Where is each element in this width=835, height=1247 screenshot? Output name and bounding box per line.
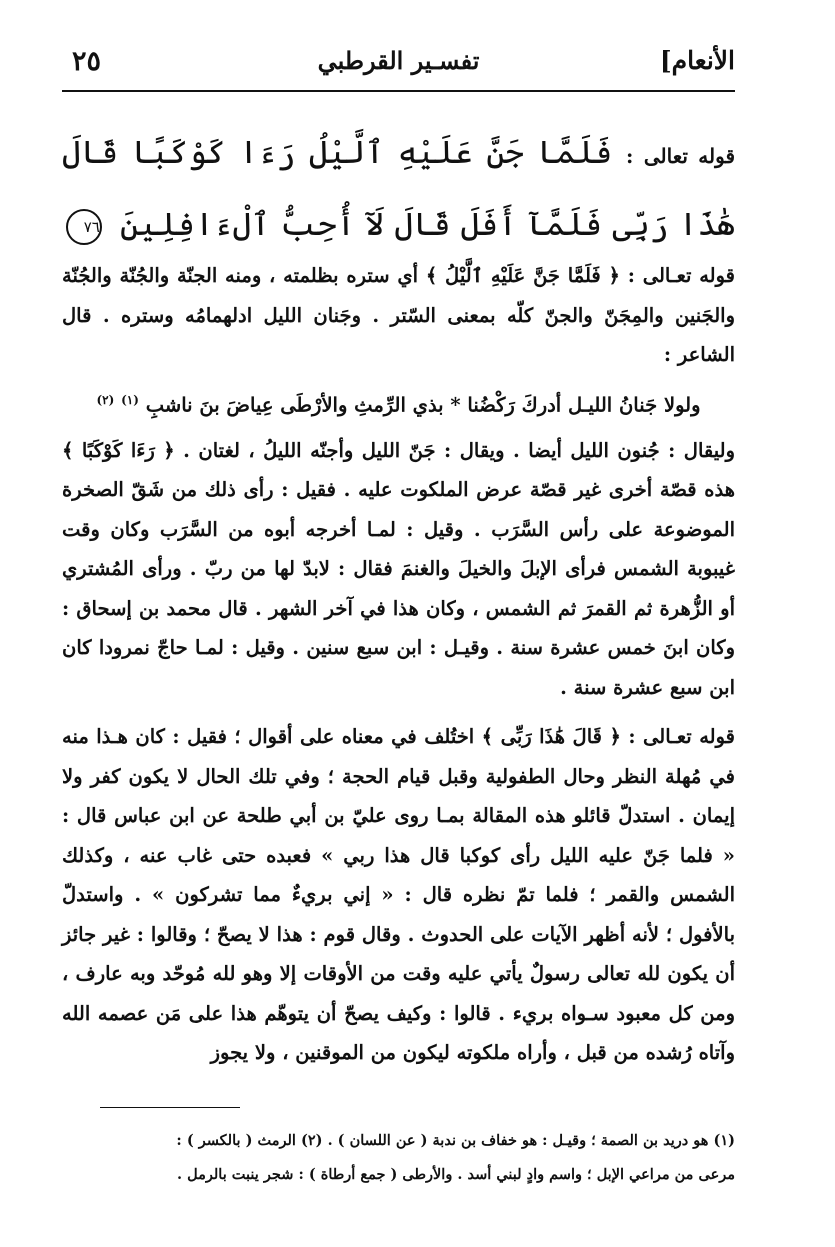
commentary-paragraph: قوله تعـالى : ﴿ قَالَ هَٰذَا رَبِّى ﴾ اختُلف في معناه على أقوال ؛ فقيل : كان هـذا منه في مُهلة النظر وحال الطفولية وقبل قيام الحجة ؛ وفي تلك الحال لا يكون كفر ولا إيمان . استدلّ قائلو هذه المقالة بمـا روى عليّ بن أبي طلحة عن ابن عباس قال : « فلما جَنّ عليه الليل رأى كوكبا قال هذا ربي » فعبده حتى غاب عنه ، وكذلك الشمس والقمر ؛ فلما تمّ نظره قال : « إني بريءٌ مما تشركون » . واستدلّ بالأفول ؛ لأنه أظهر الآيات على الحدوث . وقال قوم : هذا لا يصحّ ؛ وقالوا : غير جائز أن يكون لله تعالى رسولٌ يأتي عليه وقت من الأوقات إلا وهو لله مُوحّد وبه عارف ، ومن كل معبود سـواه بريء . قالوا : وكيف يصحّ أن يتوهّم هذا على مَن عصمه الله وآتاه رُشده من قبل ، وأراه ملكوته ليكون من الموقنين ، ولا يجوز <box>62 725 735 1064</box>
footnote-line: مرعى من مراعي الإبل ؛ واسم وادٍ لبني أسد . والأرطى ( جمع أرطاة ) : شجر ينبت بالرمل . <box>177 1166 735 1183</box>
page-number: ٢٥ <box>72 46 102 77</box>
verse-lead: قوله تعالى : <box>626 144 736 168</box>
footnotes <box>62 1124 735 1192</box>
commentary-paragraph: وليقال : جُنون الليل أيضا . ويقال : جَنّ الليل وأجنّه الليلُ ، لغتان . ﴿ رَءَا كَوْكَبًا ﴾ هذه قصّة أخرى غير قصّة عرض الملكوت عليه . فقيل : رأى ذلك من شَقّ الصخرة الموضوعة على رأس السَّرَب . وقيل : لمـا أخرجه أبوه من السَّرَب وكان وقت غيبوبة الشمس فرأى الإبلَ والخيلَ والغنمَ فقال : لابدّ لها من ربّ . ورأى المُشتري أو الزُّهرة ثم القمرَ ثم الشمس ، وكان هذا في آخر الشهر . قال محمد بن إسحاق : وكان ابنَ خمس عشرة سنة . وقيـل : ابن سبع سنين . وقيل : لمـا حاجّ نمرودا كان ابن سبع عشرة سنة . <box>62 438 735 699</box>
footnote-marker-1: (١) <box>121 392 139 407</box>
footnote-divider <box>100 1107 240 1108</box>
poem-separator: * <box>450 393 461 416</box>
poem-hemistich-1: ولولا جَنانُ الليـل أدركَ رَكْضُنا <box>467 393 701 416</box>
commentary-paragraph: قوله تعـالى : ﴿ فَلَمَّا جَنَّ عَلَيْهِ ٱلَّيْلُ ﴾ أي ستره بظلمته ، ومنه الجنّة والجُنّة والجُنّة والجَنين والمِجَنّ والجنّ كلّه بمعنى السّتر . وجَنان الليل ادلهمامُه وستره . قال الشاعر : <box>62 264 735 366</box>
book-title: تفسـير القرطبي <box>317 46 480 75</box>
footnote-line: (١) هو دريد بن الصمة ؛ وقيـل : هو خفاف بن ندبة ( عن اللسان ) . (٢) الرمث ( بالكسر ) : <box>176 1132 735 1149</box>
page-header <box>62 40 735 92</box>
surah-name: الأنعام] <box>659 46 735 75</box>
verse-number-marker: ٧٦ <box>66 209 102 245</box>
verse-text: فَلَمَّا جَنَّ عَلَيْهِ ٱلَّيْلُ رَءَا كَوْكَبًا قَالَ هَٰذَا رَبِّى فَلَمَّآ أَفَلَ قَالَ لَآ أُحِبُّ ٱلْءَافِلِينَ <box>62 133 735 243</box>
commentary-body <box>62 256 735 1073</box>
footnote-marker-2: (٢) <box>96 392 115 407</box>
quran-verse <box>62 118 735 258</box>
poem-verse <box>62 381 735 425</box>
poem-hemistich-2: بذي الرِّمثِ والأرْطَى عِياضَ بنَ ناشبِ <box>145 393 444 416</box>
